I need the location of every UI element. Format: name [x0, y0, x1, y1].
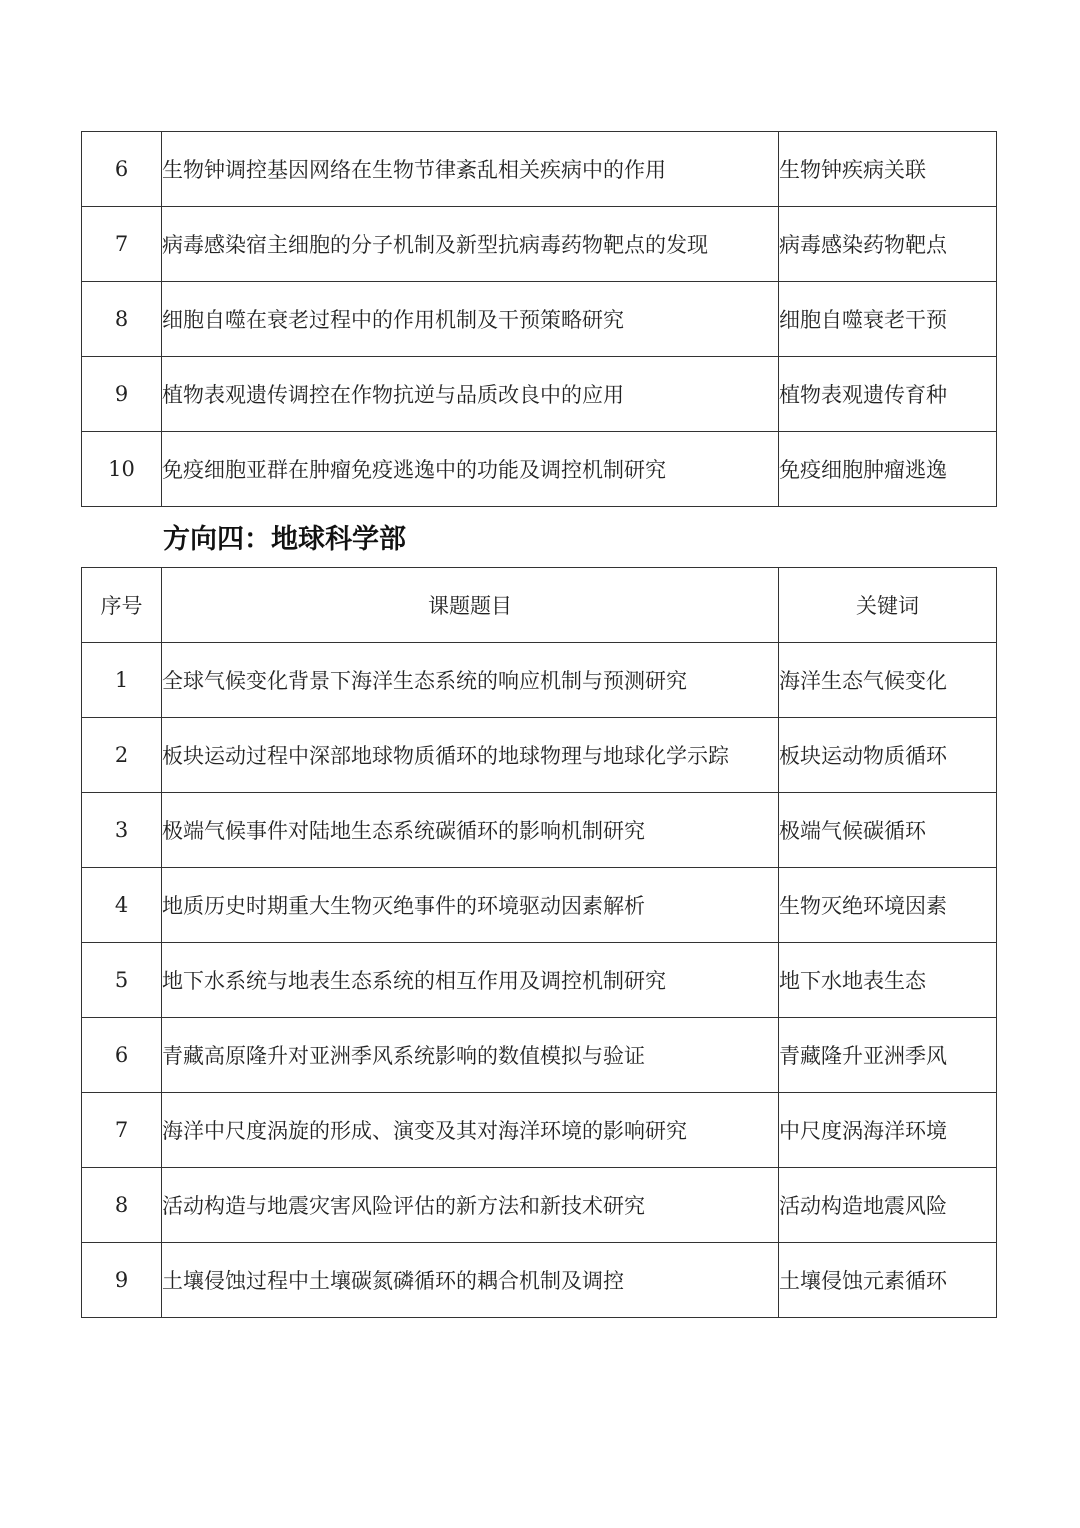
topic-keywords: 病毒感染药物靶点: [779, 207, 997, 282]
table-row: [82, 282, 997, 357]
topic-title: 免疫细胞亚群在肿瘤免疫逃逸中的功能及调控机制研究: [162, 432, 779, 507]
row-number: 8: [82, 1168, 162, 1243]
topic-title: 植物表观遗传调控在作物抗逆与品质改良中的应用: [162, 357, 779, 432]
topic-title: 海洋中尺度涡旋的形成、演变及其对海洋环境的影响研究: [162, 1093, 779, 1168]
topic-title: 地质历史时期重大生物灭绝事件的环境驱动因素解析: [162, 868, 779, 943]
table-row: [82, 357, 997, 432]
row-number: 4: [82, 868, 162, 943]
topic-keywords: 中尺度涡海洋环境: [779, 1093, 997, 1168]
topic-keywords: 土壤侵蚀元素循环: [779, 1243, 997, 1318]
row-number: 1: [82, 643, 162, 718]
table-row: [82, 868, 997, 943]
topic-title: 青藏高原隆升对亚洲季风系统影响的数值模拟与验证: [162, 1018, 779, 1093]
row-number: 6: [82, 1018, 162, 1093]
row-number: 9: [82, 357, 162, 432]
topic-keywords: 板块运动物质循环: [779, 718, 997, 793]
topic-keywords: 地下水地表生态: [779, 943, 997, 1018]
topic-title: 地下水系统与地表生态系统的相互作用及调控机制研究: [162, 943, 779, 1018]
row-number: 7: [82, 1093, 162, 1168]
table-row: [82, 1018, 997, 1093]
table-row: [82, 1168, 997, 1243]
topics-table-continued: [81, 131, 997, 507]
topic-title: 土壤侵蚀过程中土壤碳氮磷循环的耦合机制及调控: [162, 1243, 779, 1318]
row-number: 5: [82, 943, 162, 1018]
table-row: [82, 643, 997, 718]
table-row: [82, 1093, 997, 1168]
header-keywords: 关键词: [779, 568, 997, 643]
topic-keywords: 青藏隆升亚洲季风: [779, 1018, 997, 1093]
row-number: 6: [82, 132, 162, 207]
table-header-row: [82, 568, 997, 643]
table-row: [82, 1243, 997, 1318]
header-number: 序号: [82, 568, 162, 643]
topic-title: 极端气候事件对陆地生态系统碳循环的影响机制研究: [162, 793, 779, 868]
table-row: [82, 207, 997, 282]
topic-keywords: 活动构造地震风险: [779, 1168, 997, 1243]
topic-keywords: 细胞自噬衰老干预: [779, 282, 997, 357]
topic-title: 活动构造与地震灾害风险评估的新方法和新技术研究: [162, 1168, 779, 1243]
topic-keywords: 极端气候碳循环: [779, 793, 997, 868]
section-title: 方向四：地球科学部: [163, 524, 406, 555]
header-topic: 课题题目: [162, 568, 779, 643]
topic-title: 病毒感染宿主细胞的分子机制及新型抗病毒药物靶点的发现: [162, 207, 779, 282]
table-row: [82, 718, 997, 793]
topic-title: 生物钟调控基因网络在生物节律紊乱相关疾病中的作用: [162, 132, 779, 207]
row-number: 9: [82, 1243, 162, 1318]
topic-keywords: 生物灭绝环境因素: [779, 868, 997, 943]
row-number: 7: [82, 207, 162, 282]
topic-keywords: 海洋生态气候变化: [779, 643, 997, 718]
earth-science-topics-table: [81, 567, 997, 1318]
topic-title: 细胞自噬在衰老过程中的作用机制及干预策略研究: [162, 282, 779, 357]
topic-keywords: 植物表观遗传育种: [779, 357, 997, 432]
topic-keywords: 生物钟疾病关联: [779, 132, 997, 207]
table-row: [82, 793, 997, 868]
table-row: [82, 132, 997, 207]
row-number: 8: [82, 282, 162, 357]
topic-title: 板块运动过程中深部地球物质循环的地球物理与地球化学示踪: [162, 718, 779, 793]
table-row: [82, 943, 997, 1018]
topic-keywords: 免疫细胞肿瘤逃逸: [779, 432, 997, 507]
topic-title: 全球气候变化背景下海洋生态系统的响应机制与预测研究: [162, 643, 779, 718]
row-number: 3: [82, 793, 162, 868]
row-number: 10: [82, 432, 162, 507]
row-number: 2: [82, 718, 162, 793]
table-row: [82, 432, 997, 507]
